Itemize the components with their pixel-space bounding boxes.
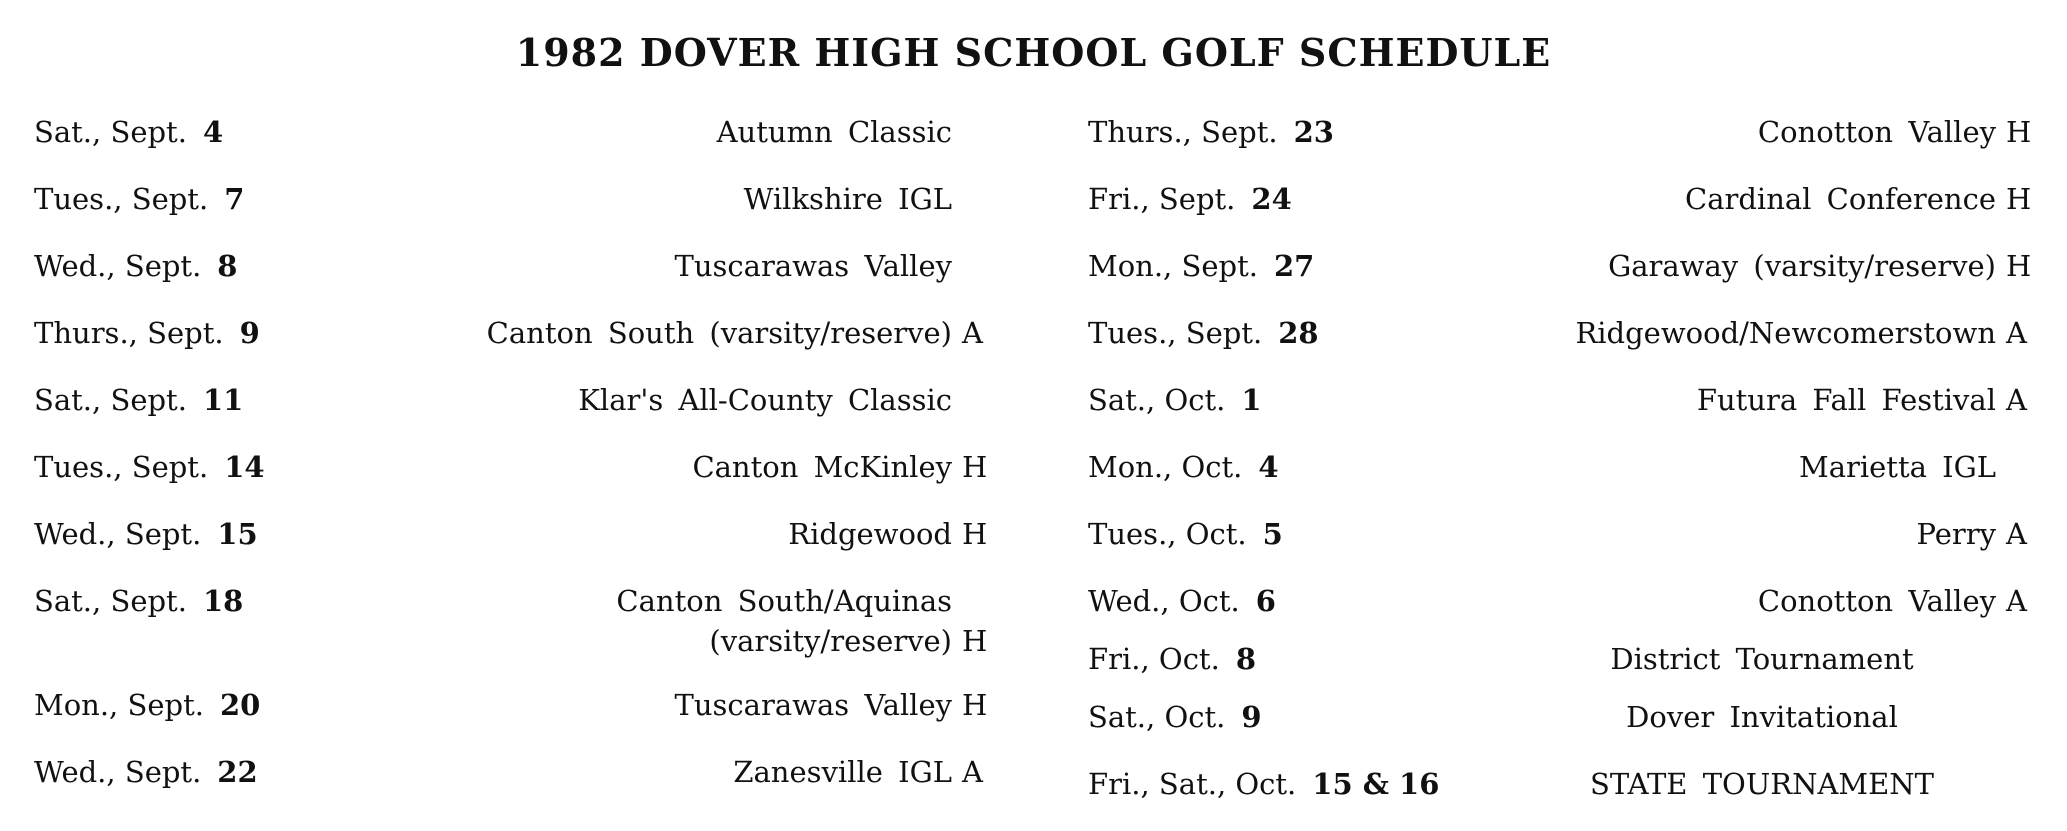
schedule-row xyxy=(1088,764,2046,831)
match-day: Thurs., Sept. xyxy=(34,316,224,350)
match-date xyxy=(34,685,344,752)
home-away-marker: A xyxy=(2006,517,2027,551)
schedule-row xyxy=(34,179,1002,246)
schedule-row xyxy=(1088,447,2046,514)
match-date xyxy=(34,313,344,380)
match-event: Autumn Classic xyxy=(716,115,952,149)
match-date xyxy=(1088,380,1518,447)
match-event: Dover Invitational xyxy=(1626,700,1898,734)
schedule-row xyxy=(34,581,1002,685)
schedule-row xyxy=(34,380,1002,447)
match-day: Sat., Sept. xyxy=(34,115,187,149)
match-day-number: 6 xyxy=(1255,584,1276,618)
match-day-number: 27 xyxy=(1273,249,1315,283)
match-event: Garaway (varsity/reserve) xyxy=(1608,249,1996,283)
match-day: Fri., Oct. xyxy=(1088,642,1220,676)
home-away-marker: A xyxy=(2006,316,2027,350)
match-date xyxy=(1088,639,1518,697)
match-event: Canton McKinley xyxy=(692,450,952,484)
home-away-marker xyxy=(962,380,1002,447)
match-day: Wed., Oct. xyxy=(1088,584,1240,618)
match-day-number: 22 xyxy=(217,755,258,789)
home-away-marker: A xyxy=(2006,584,2027,618)
match-event: Conotton Valley xyxy=(1757,584,1996,618)
match-date xyxy=(34,581,344,685)
match-day: Tues., Sept. xyxy=(1088,316,1263,350)
match-day-number: 28 xyxy=(1278,316,1319,350)
match-day-number: 14 xyxy=(224,450,265,484)
match-day: Sat., Oct. xyxy=(1088,383,1226,417)
home-away-marker: H xyxy=(2006,115,2032,149)
match-date xyxy=(1088,514,1518,581)
schedule-row xyxy=(34,685,1002,752)
home-away-marker: H xyxy=(962,450,988,484)
home-away-marker: H xyxy=(2006,182,2032,216)
right-column xyxy=(1088,112,2046,831)
match-date xyxy=(1088,764,1518,831)
match-event: Conotton Valley xyxy=(1757,115,1996,149)
match-day: Sat., Oct. xyxy=(1088,700,1226,734)
match-day-number: 8 xyxy=(1235,642,1256,676)
match-day: Wed., Sept. xyxy=(34,755,202,789)
match-date xyxy=(1088,447,1518,514)
match-event: Marietta IGL xyxy=(1799,450,1996,484)
match-date xyxy=(1088,697,1518,764)
match-date xyxy=(1088,581,1518,639)
home-away-marker xyxy=(2006,447,2046,514)
match-event: Futura Fall Festival xyxy=(1696,383,1996,417)
match-day: Mon., Sept. xyxy=(1088,249,1258,283)
match-event: STATE TOURNAMENT xyxy=(1589,767,1934,801)
home-away-marker: A xyxy=(962,316,983,350)
home-away-marker: H xyxy=(2006,249,2032,283)
home-away-marker: H xyxy=(962,517,988,551)
match-date xyxy=(1088,112,1518,179)
schedule-row xyxy=(1088,112,2046,179)
match-day: Tues., Oct. xyxy=(1088,517,1247,551)
match-day-number: 1 xyxy=(1241,383,1262,417)
schedule-row xyxy=(34,514,1002,581)
match-day: Wed., Sept. xyxy=(34,249,202,283)
match-date xyxy=(34,112,344,179)
schedule-row xyxy=(1088,246,2046,313)
match-event: Zanesville IGL xyxy=(733,755,952,789)
home-away-marker xyxy=(2006,639,2046,697)
match-date xyxy=(1088,313,1518,380)
match-date xyxy=(34,514,344,581)
match-day-number: 24 xyxy=(1251,182,1292,216)
home-away-marker: H xyxy=(962,624,988,658)
match-event: Perry xyxy=(1916,517,1996,551)
match-day-number: 9 xyxy=(239,316,260,350)
match-date xyxy=(1088,179,1518,246)
schedule-row xyxy=(1088,697,2046,764)
match-day-number: 15 xyxy=(217,517,258,551)
match-day-number: 15 & 16 xyxy=(1312,767,1440,801)
match-day-number: 8 xyxy=(217,249,238,283)
match-event: Canton South/Aquinas (varsity/reserve) xyxy=(616,584,952,658)
match-day-number: 7 xyxy=(224,182,245,216)
home-away-marker xyxy=(962,179,1002,246)
match-day: Thurs., Sept. xyxy=(1088,115,1278,149)
match-day: Tues., Sept. xyxy=(34,182,209,216)
match-day-number: 11 xyxy=(202,383,244,417)
home-away-marker: A xyxy=(962,755,983,789)
match-event: Tuscarawas Valley xyxy=(674,688,952,722)
match-date xyxy=(34,380,344,447)
match-day: Sat., Sept. xyxy=(34,584,187,618)
match-date xyxy=(34,246,344,313)
match-day-number: 4 xyxy=(1258,450,1279,484)
match-event: Cardinal Conference xyxy=(1685,182,1996,216)
match-day-number: 9 xyxy=(1241,700,1262,734)
page-title: 1982 DOVER HIGH SCHOOL GOLF SCHEDULE xyxy=(515,30,1552,75)
match-date xyxy=(1088,246,1518,313)
match-date xyxy=(34,447,344,514)
schedule-row xyxy=(1088,313,2046,380)
match-event: Canton South (varsity/reserve) xyxy=(486,316,952,350)
schedule-row xyxy=(34,112,1002,179)
schedule-row xyxy=(1088,639,2046,697)
home-away-marker: A xyxy=(2006,383,2027,417)
match-day-number: 4 xyxy=(202,115,224,149)
match-day-number: 5 xyxy=(1262,517,1283,551)
match-event: District Tournament xyxy=(1610,642,1914,676)
home-away-marker xyxy=(962,246,1002,313)
schedule-row xyxy=(1088,380,2046,447)
schedule-row xyxy=(34,246,1002,313)
schedule-row xyxy=(1088,514,2046,581)
match-day: Mon., Oct. xyxy=(1088,450,1243,484)
match-date xyxy=(34,752,344,819)
schedule-row xyxy=(1088,581,2046,639)
match-day: Fri., Sept. xyxy=(1088,182,1236,216)
home-away-marker xyxy=(962,112,1002,179)
match-day-number: 23 xyxy=(1293,115,1334,149)
match-event: Ridgewood xyxy=(788,517,952,551)
schedule-row xyxy=(34,447,1002,514)
home-away-marker xyxy=(2006,697,2046,764)
left-column xyxy=(34,112,1002,819)
match-day: Fri., Sat., Oct. xyxy=(1088,767,1297,801)
match-event: Tuscarawas Valley xyxy=(674,249,952,283)
match-event: Klar's All-County Classic xyxy=(578,383,952,417)
home-away-marker: H xyxy=(962,688,988,722)
match-day: Sat., Sept. xyxy=(34,383,187,417)
match-event: Ridgewood/Newcomerstown xyxy=(1575,316,1996,350)
schedule-row xyxy=(34,752,1002,819)
match-day: Tues., Sept. xyxy=(34,450,209,484)
match-day: Wed., Sept. xyxy=(34,517,202,551)
match-event: Wilkshire IGL xyxy=(743,182,952,216)
match-day: Mon., Sept. xyxy=(34,688,204,722)
match-day-number: 20 xyxy=(219,688,261,722)
match-day-number: 18 xyxy=(202,584,244,618)
schedule-row xyxy=(1088,179,2046,246)
schedule-row xyxy=(34,313,1002,380)
match-date xyxy=(34,179,344,246)
home-away-marker xyxy=(2006,764,2046,831)
